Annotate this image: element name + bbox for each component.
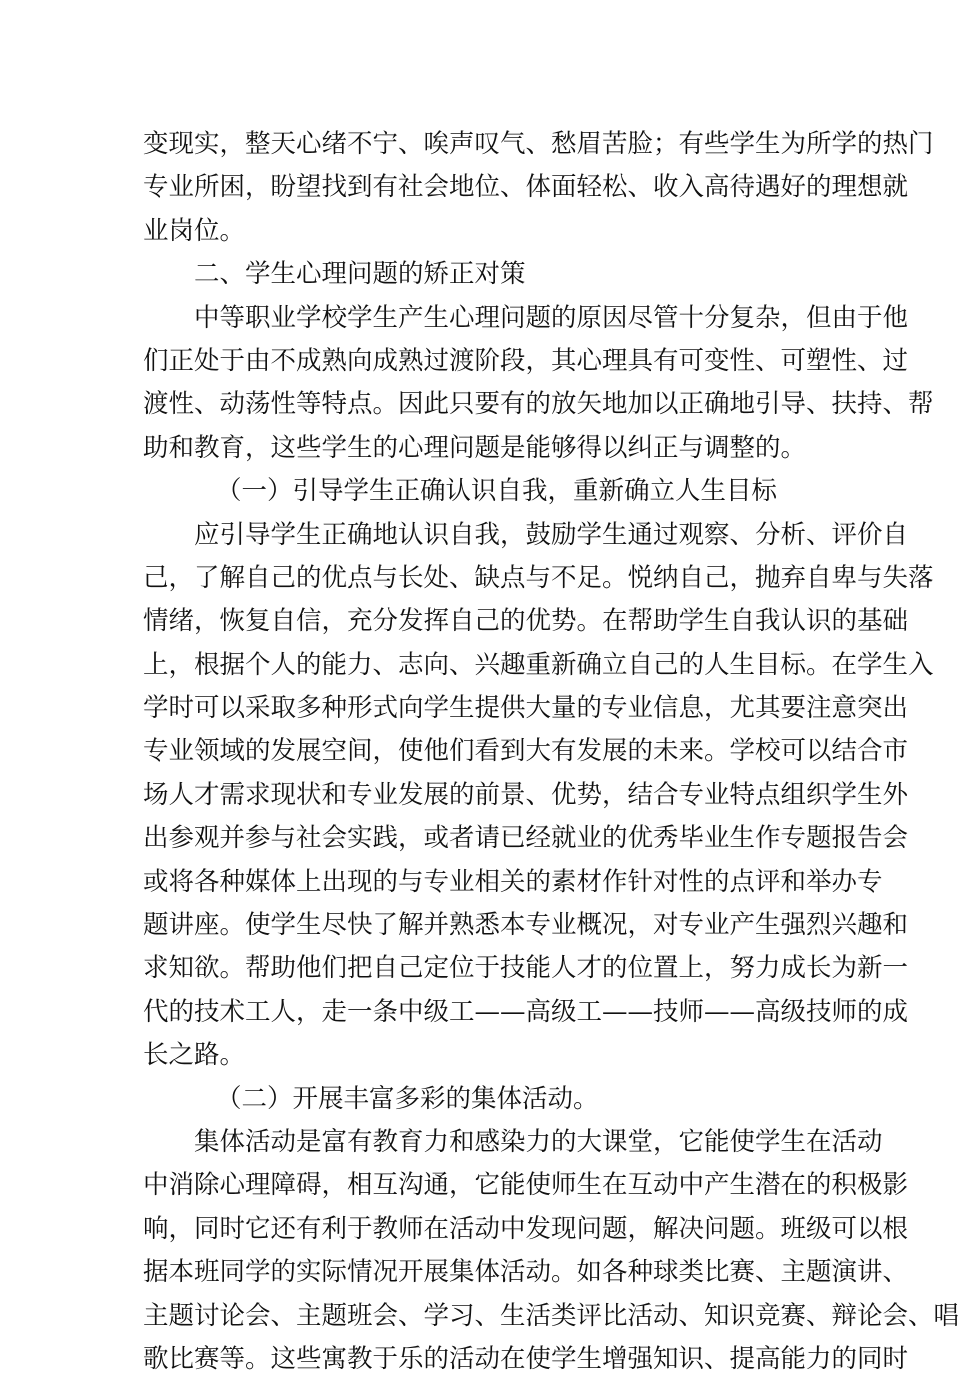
text-line: 学时可以采取多种形式向学生提供大量的专业信息，尤其要注意突出 <box>143 693 909 724</box>
text-line: 中消除心理障碍，相互沟通，它能使师生在互动中产生潜在的积极影 <box>143 1170 909 1201</box>
text-line: 据本班同学的实际情况开展集体活动。如各种球类比赛、主题演讲、 <box>143 1257 909 1288</box>
subsection-heading: （二）开展丰富多彩的集体活动。 <box>216 1083 599 1114</box>
text-line: 代的技术工人，走一条中级工——高级工——技师——高级技师的成 <box>143 996 909 1027</box>
text-line: 情绪，恢复自信，充分发挥自己的优势。在帮助学生自我认识的基础 <box>143 606 909 637</box>
text-line: 变现实，整天心绪不宁、唉声叹气、愁眉苦脸；有些学生为所学的热门 <box>143 129 934 159</box>
subsection-heading: （一）引导学生正确认识自我，重新确立人生目标 <box>216 476 778 507</box>
text-line: 或将各种媒体上出现的与专业相关的素材作针对性的点评和举办专 <box>143 866 883 897</box>
text-line: 出参观并参与社会实践，或者请已经就业的优秀毕业生作专题报告会 <box>143 823 909 854</box>
text-line: 响，同时它还有利于教师在活动中发现问题，解决问题。班级可以根 <box>143 1213 909 1244</box>
text-line: 上，根据个人的能力、志向、兴趣重新确立自己的人生目标。在学生入 <box>143 649 934 680</box>
text-line: 题讲座。使学生尽快了解并熟悉本专业概况，对专业产生强烈兴趣和 <box>143 910 909 941</box>
text-line: 助和教育，这些学生的心理问题是能够得以纠正与调整的。 <box>143 432 807 463</box>
text-line: 应引导学生正确地认识自我，鼓励学生通过观察、分析、评价自 <box>194 519 909 550</box>
text-line: 中等职业学校学生产生心理问题的原因尽管十分复杂，但由于他 <box>194 302 909 333</box>
text-line: 己，了解自己的优点与长处、缺点与不足。悦纳自己，抛弃自卑与失落 <box>143 562 934 593</box>
text-line: 渡性、动荡性等特点。因此只要有的放矢地加以正确地引导、扶持、帮 <box>143 389 934 420</box>
text-line: 业岗位。 <box>143 215 246 246</box>
text-line: 集体活动是富有教育力和感染力的大课堂，它能使学生在活动 <box>194 1126 883 1157</box>
body-text <box>143 123 959 1381</box>
text-line: 主题讨论会、主题班会、学习、生活类评比活动、知识竞赛、辩论会、唱 <box>143 1300 959 1331</box>
text-line: 长之路。 <box>143 1040 246 1071</box>
text-line: 们正处于由不成熟向成熟过渡阶段，其心理具有可变性、可塑性、过 <box>143 345 909 376</box>
text-line: 专业所困，盼望找到有社会地位、体面轻松、收入高待遇好的理想就 <box>143 172 909 203</box>
text-line: 专业领域的发展空间，使他们看到大有发展的未来。学校可以结合市 <box>143 736 909 767</box>
text-line: 场人才需求现状和专业发展的前景、优势，结合专业特点组织学生外 <box>143 779 909 810</box>
text-line: 求知欲。帮助他们把自己定位于技能人才的位置上，努力成长为新一 <box>143 953 909 984</box>
section-heading: 二、学生心理问题的矫正对策 <box>194 259 526 290</box>
text-line: 歌比赛等。这些寓教于乐的活动在使学生增强知识、提高能力的同时 <box>143 1343 909 1374</box>
